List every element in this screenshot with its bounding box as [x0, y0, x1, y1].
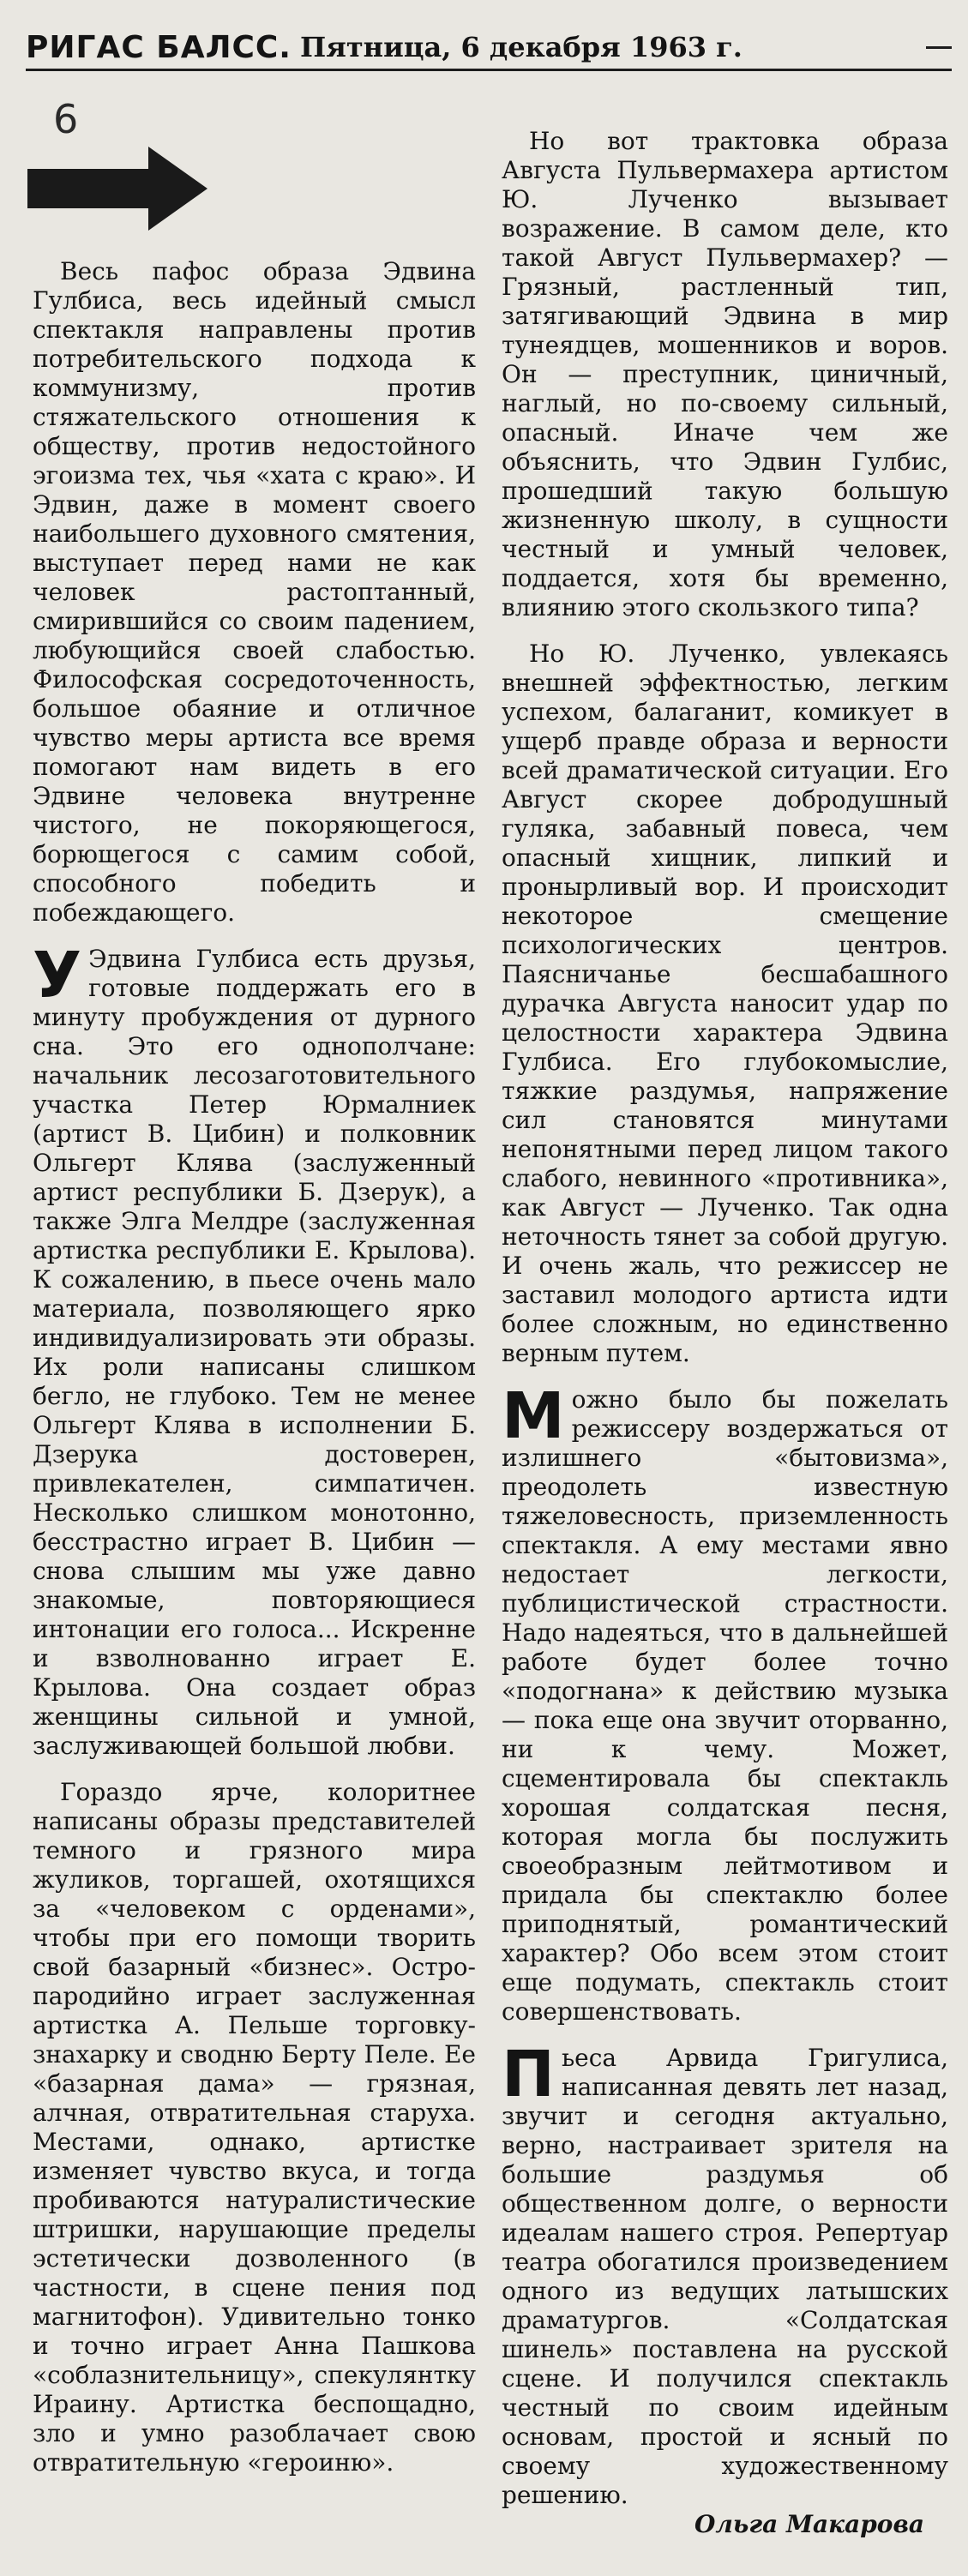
newspaper-title: РИГАС БАЛСС. [26, 29, 292, 65]
masthead-dash [926, 46, 952, 49]
paragraph: Можно было бы пожелать режиссеру воздержаться от излишнего «бытовизма», преодолеть известную тяжеловесность, приземленность спектакля. А ему местами явно недостает легкости, публицистической страстности. Надо надеяться, что в дальнейшей работе будет более точно «подогнана» к действию музыка — пока еще она звучит оторванно, ни к чему. Может, сцементировала бы спектакль хорошая солдатская песня, которая могла бы послужить своеобразным лейтмотивом и придала бы спектаклю более приподнятый, романтический характер? Обо всем этом стоит еще подумать, спектакль стоит совершенствовать. [502, 1379, 948, 2026]
paragraph: Но вот трактовка образа Августа Пульвермахера артистом Ю. Лученко вызывает возражение. В самом деле, кто такой Август Пульвермахер? — Грязный, растленный тип, затягивающий Эдвина в мир тунеядцев, мошенников и воров. Он — преступник, циничный, наглый, но по-своему сильный, опасный. Иначе чем же объяснить, что Эдвин Гулбис, прошедший такую большую жизненную школу, в сущности честный и умный человек, поддается, хотя бы временно, влиянию этого скользкого типа? [502, 127, 948, 621]
right-column [502, 127, 948, 2527]
issue-date: Пятница, 6 декабря 1963 г. [299, 31, 743, 63]
drop-cap: П [502, 2038, 555, 2111]
paragraph: Весь пафос образа Эдвина Гулбиса, весь идейный смысл спектакля направлены против потребительского подхода к коммунизму, против стяжательского отношения к обществу, против недостойного эгоизма тех, чья «хата с краю». И Эдвин, даже в момент своего наибольшего духовного смятения, выступает перед нами не как человек растоптанный, смирившийся со своим падением, любующийся своей слабостью. Философская сосредоточенность, большое обаяние и отличное чувство меры артиста все время помогают нам видеть в его Эдвине человека внутренне чистого, не покоряющегося, борющегося с самим собой, способного победить и побеждающего. [33, 257, 476, 927]
paragraph: У Эдвина Гулбиса есть друзья, готовые поддержать его в минуту пробуждения от дурного сна. Это его однополчане: начальник лесозаготовительного участка Петер Юрмалниек (артист В. Цибин) и полковник Ольгерт Клява (заслуженный артист республики Б. Дзерук), а также Элга Мелдре (заслуженная артистка республики Е. Крылова). К сожалению, в пьесе очень мало материала, позволяющего ярко индивидуализировать эти образы. Их роли написаны слишком бегло, не глубоко. Тем не менее Ольгерт Клява в исполнении Б. Дзерука достоверен, привлекателен, симпатичен. Несколько слишком монотонно, бесстрастно играет В. Цибин — снова слышим мы уже давно знакомые, повторяющиеся интонации его голоса... Искренне и взволнованно играет Е. Крылова. Она создает образ женщины сильной и умной, заслуживающей большой любви. [33, 939, 476, 1760]
paragraph: Гораздо ярче, колоритнее написаны образы представителей темного и грязного мира жуликов, торгашей, охотящихся за «человеком с орденами», чтобы при его помощи творить свой базарный «бизнес». Остро-пародийно играет заслуженная артистка А. Пельше торговку-знахарку и сводню Берту Пеле. Ее «базарная дама» — грязная, алчная, отвратительная старуха. Местами, однако, артистке изменяет чувство вкуса, и тогда пробиваются натуралистические штришки, нарушающие пределы эстетически дозволенного (в частности, в сцене пения под магнитофон). Удивительно тонко и точно играет Анна Пашкова «соблазнительницу», спекулянтку Ираину. Артистка беспощадно, зло и умно разоблачает свою отвратительную «героиню». [33, 1778, 476, 2477]
left-column [33, 257, 476, 2495]
arrow-right-icon [24, 141, 213, 236]
drop-cap: У [33, 939, 82, 1012]
author-signature: Ольга Макарова [694, 2510, 925, 2538]
page-number: 6 [53, 96, 79, 142]
paragraph: Пьеса Арвида Григулиса, написанная девять лет назад, звучит и сегодня актуально, верно, настраивает зрителя на большие раздумья об общественном долге, о верности идеалам нашего строя. Репертуар театра обогатился произведением одного из ведущих латышских драматургов. «Солдатская шинель» поставлена на русской сцене. И получился спектакль честный по своим идейным основам, простой и ясный по своему художественному решению. [502, 2038, 948, 2509]
drop-cap: М [502, 1379, 565, 1453]
paragraph: Но Ю. Лученко, увлекаясь внешней эффектностью, легким успехом, балаганит, комикует в ущерб правде образа и верности всей драматической ситуации. Его Август скорее добродушный гуляка, забавный повеса, чем опасный хищник, липкий и пронырливый вор. И происходит некоторое смещение психологических центров. Паясничанье бесшабашного дурачка Августа наносит удар по целостности характера Эдвина Гулбиса. Его глубокомыслие, тяжкие раздумья, напряжение сил становятся минутами непонятными перед лицом такого слабого, невинного «противника», как Август — Лученко. Так одна неточность тянет за собой другую. И очень жаль, что режиссер не заставил молодого артиста идти более сложным, но единственно верным путем. [502, 639, 948, 1367]
masthead [26, 26, 952, 71]
